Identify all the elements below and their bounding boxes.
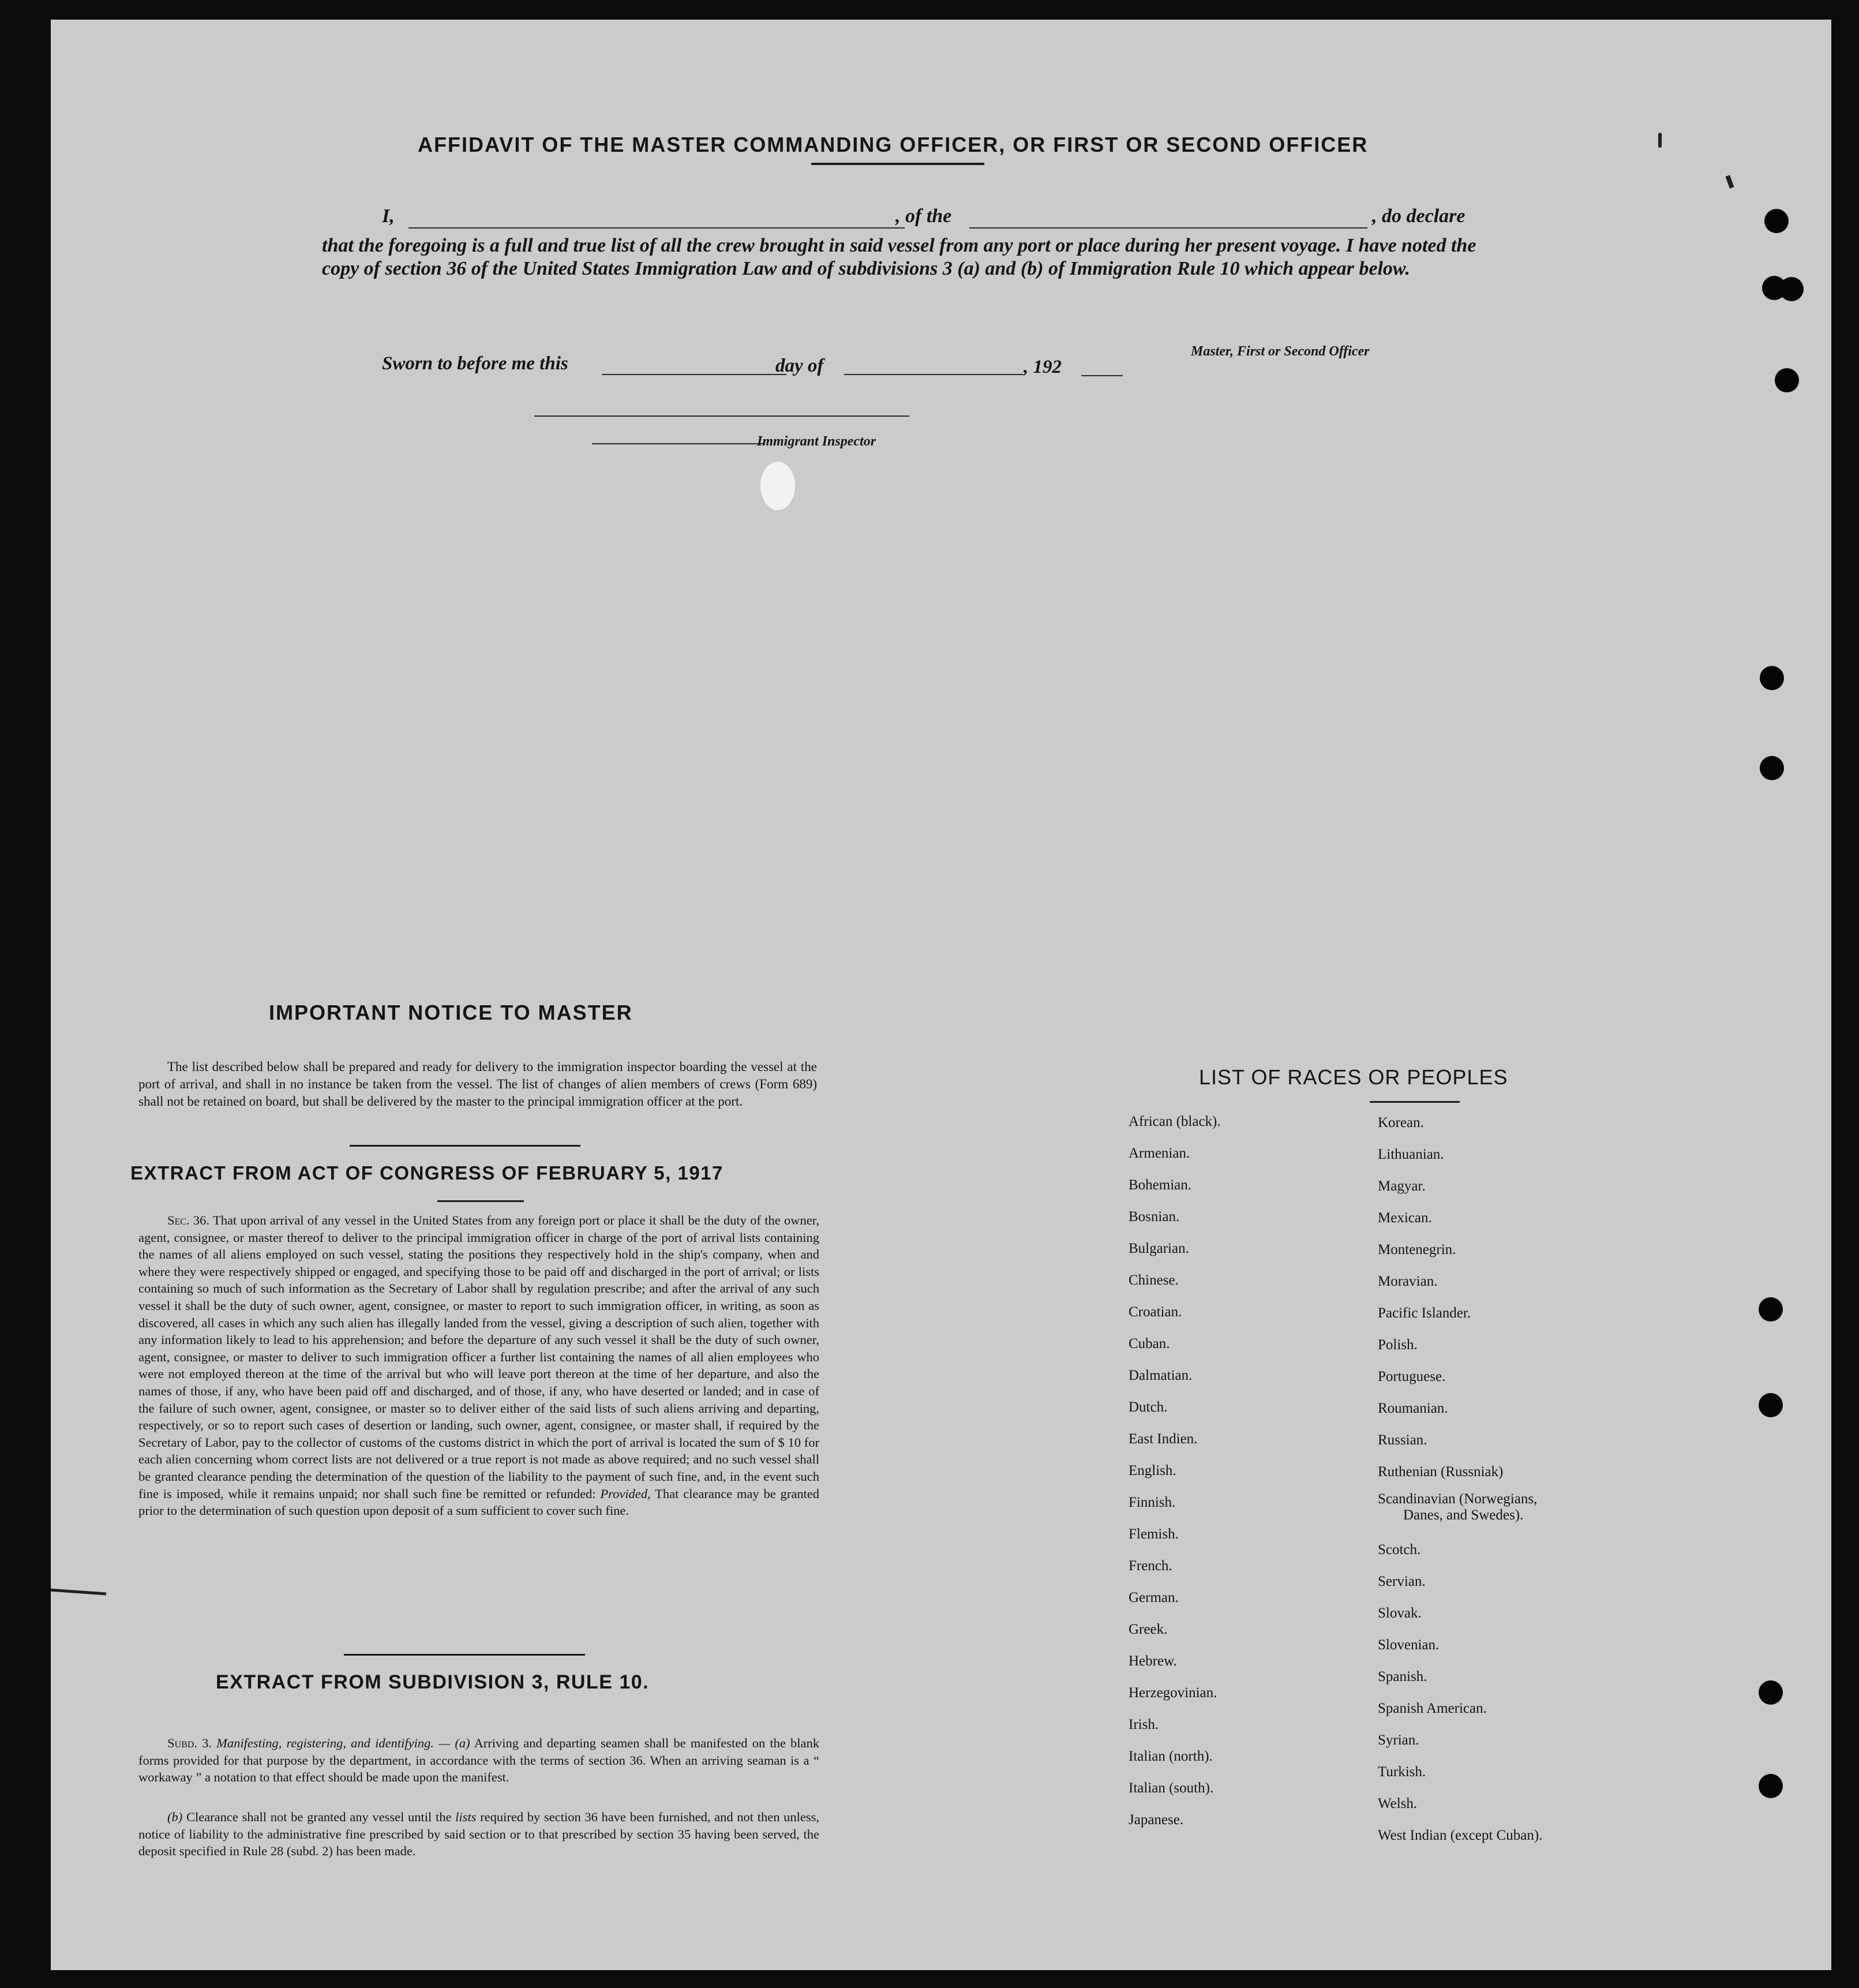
inspector-signature-line[interactable] bbox=[534, 415, 909, 417]
provided-label: Provided, bbox=[600, 1486, 651, 1501]
rule-para-b bbox=[138, 1809, 819, 1860]
race-item-scandinavian-continuation: Danes, and Swedes). bbox=[1403, 1507, 1524, 1523]
race-item bbox=[1378, 1488, 1542, 1534]
do-declare-label: , do declare bbox=[1372, 205, 1466, 227]
provided-text: That clearance may be granted prior to the determination of such question upon deposit of a sum sufficient to cover such fine. bbox=[138, 1486, 820, 1518]
race-item: Korean. bbox=[1378, 1115, 1424, 1130]
race-item: German. bbox=[1129, 1590, 1179, 1605]
ink-mark bbox=[1658, 133, 1662, 148]
vessel-name-field[interactable] bbox=[969, 227, 1367, 229]
act-text bbox=[138, 1212, 819, 1519]
races-heading-rule bbox=[1370, 1101, 1460, 1103]
subd-title: Manifesting, registering, and identifying. bbox=[216, 1736, 434, 1750]
race-item: Slovenian. bbox=[1378, 1637, 1440, 1653]
para-b-lists: lists bbox=[455, 1810, 477, 1824]
binder-hole bbox=[1759, 1774, 1783, 1798]
race-item: Mexican. bbox=[1378, 1210, 1432, 1226]
para-b-text-1: Clearance shall not be granted any vessel until the bbox=[186, 1810, 452, 1824]
race-item: Servian. bbox=[1378, 1574, 1426, 1589]
race-item: Bosnian. bbox=[1129, 1209, 1180, 1225]
race-item: Flemish. bbox=[1129, 1526, 1179, 1542]
declarant-name-field[interactable] bbox=[408, 227, 905, 229]
race-item: Turkish. bbox=[1378, 1764, 1426, 1780]
races-left-column bbox=[1129, 1106, 1221, 1836]
binder-hole bbox=[1760, 666, 1784, 690]
binder-hole bbox=[1759, 1297, 1783, 1321]
race-item: Scotch. bbox=[1378, 1542, 1421, 1558]
race-item: Irish. bbox=[1129, 1717, 1159, 1732]
race-item: Moravian. bbox=[1378, 1274, 1438, 1289]
races-right-column bbox=[1378, 1107, 1542, 1851]
sworn-month-field[interactable] bbox=[844, 374, 1023, 375]
race-item: English. bbox=[1129, 1463, 1176, 1478]
declarant-label: I, bbox=[382, 205, 395, 227]
rule-para-a bbox=[138, 1735, 819, 1786]
act-end-rule bbox=[344, 1654, 585, 1656]
sworn-label: Sworn to before me this bbox=[382, 353, 568, 374]
binder-hole bbox=[1759, 1680, 1783, 1705]
notice-rule bbox=[350, 1145, 580, 1147]
race-item: Dutch. bbox=[1129, 1399, 1168, 1415]
race-item: Bohemian. bbox=[1129, 1177, 1192, 1193]
race-item: Dalmatian. bbox=[1129, 1368, 1193, 1383]
affidavit-heading: AFFIDAVIT OF THE MASTER COMMANDING OFFICER, OR FIRST OR SECOND OFFICER bbox=[418, 133, 1369, 156]
para-b-label: (b) bbox=[167, 1810, 183, 1824]
torn-edge-mark bbox=[51, 1589, 106, 1596]
notice-text: The list described below shall be prepared and ready for delivery to the immigration inspector boarding the vessel at the port of arrival, and shall in no instance be taken from the vessel. The list of changes of alien members of crews (Form 689) shall not be retained on board, but shall be delivered by the master to the principal immigration officer at the port. bbox=[138, 1059, 817, 1109]
race-item: Italian (south). bbox=[1129, 1780, 1214, 1796]
race-item: West Indian (except Cuban). bbox=[1378, 1828, 1543, 1843]
race-item: Syrian. bbox=[1378, 1732, 1419, 1748]
race-item: African (black). bbox=[1129, 1114, 1221, 1129]
race-item: Welsh. bbox=[1378, 1796, 1418, 1811]
race-item-scandinavian: Scandinavian (Norwegians, bbox=[1378, 1491, 1538, 1507]
rule-heading: EXTRACT FROM SUBDIVISION 3, RULE 10. bbox=[216, 1671, 650, 1693]
race-item: Polish. bbox=[1378, 1337, 1418, 1353]
act-heading-rule bbox=[437, 1200, 524, 1202]
race-item: Russian. bbox=[1378, 1432, 1427, 1448]
ink-mark bbox=[1725, 175, 1734, 188]
act-body: That upon arrival of any vessel in the United States from any foreign port or place it shall be the duty of the owner, agent, consignee, or master thereof to deliver to the principal immigration officer in charge of the port of arrival lists containing the names of all aliens employed on such vessel, stating the positions they respectively hold in the ship's company, when and where they were respectively shipped or engaged, and specifying those to be paid off and discharged in the port of arrival; or lists containing so much of such information as the Secretary of Labor shall by regulation prescribe; and after the arrival of any such vessel it shall be the duty of such owner, agent, consignee, or master to report to such immigration officer, in writing, as soon as discovered, all cases in which any such alien has illegally landed from the vessel, giving a description of such alien, together with any information likely to lead to his apprehension; and before the departure of any such vessel it shall be the duty of such owner, agent, consignee, or master to deliver to such immigration officer a further list containing the names of all alien employees who were not employed thereon at the time of the arrival but who will leave port thereon at the time of her departure, and also the names of those, if any, who have been paid off and discharged, and of those, if any, who have deserted or landed; and in case of the failure of such owner, agent, consignee, or master so to deliver either of the said lists of such aliens arriving and departing, respectively, or so to report such cases of desertion or landing, such owner, agent, consignee, or master shall, if required by the Secretary of Labor, pay to the collector of customs of the customs district in which the port of arrival is located the sum of $ 10 for each alien concerning whom correct lists are not delivered or a true report is not made as above required; and no such vessel shall be granted clearance pending the determination of the question of the liability to the payment of such fine, and, in the event such fine is imposed, while it remains unpaid; nor shall such fine be remitted or refunded: bbox=[138, 1213, 819, 1501]
binder-hole bbox=[1775, 368, 1799, 392]
race-item: East Indien. bbox=[1129, 1431, 1198, 1447]
race-item: Roumanian. bbox=[1378, 1401, 1448, 1416]
act-heading: EXTRACT FROM ACT OF CONGRESS OF FEBRUARY 5, 1917 bbox=[130, 1162, 724, 1184]
race-item: Chinese. bbox=[1129, 1272, 1179, 1288]
race-item: Spanish. bbox=[1378, 1669, 1427, 1684]
notice-heading: IMPORTANT NOTICE TO MASTER bbox=[269, 1001, 633, 1024]
race-item: Croatian. bbox=[1129, 1304, 1182, 1320]
race-item: Japanese. bbox=[1129, 1812, 1184, 1828]
race-item: Greek. bbox=[1129, 1622, 1168, 1637]
race-item: Ruthenian (Russniak) bbox=[1378, 1464, 1504, 1480]
race-item: French. bbox=[1129, 1558, 1172, 1574]
race-item: Armenian. bbox=[1129, 1145, 1190, 1161]
race-item: Montenegrin. bbox=[1378, 1242, 1456, 1257]
race-item: Hebrew. bbox=[1129, 1653, 1177, 1669]
race-item: Pacific Islander. bbox=[1378, 1305, 1471, 1321]
sworn-year-field[interactable] bbox=[1081, 375, 1123, 376]
binder-hole bbox=[1759, 1393, 1783, 1417]
race-item: Cuban. bbox=[1129, 1336, 1170, 1351]
subd-label: Subd. 3. bbox=[167, 1736, 212, 1750]
para-a-label: — (a) bbox=[438, 1736, 470, 1750]
binder-hole bbox=[1760, 756, 1784, 780]
day-of-label: day of bbox=[775, 355, 824, 376]
of-the-label: , of the bbox=[895, 205, 952, 227]
master-signature-label: Master, First or Second Officer bbox=[1191, 344, 1370, 359]
race-item: Italian (north). bbox=[1129, 1749, 1213, 1764]
binder-hole bbox=[1764, 209, 1789, 233]
race-item: Bulgarian. bbox=[1129, 1241, 1189, 1256]
race-item: Portuguese. bbox=[1378, 1369, 1446, 1384]
year-label: , 192 bbox=[1024, 357, 1062, 377]
para-a-text: Arriving and departing seamen shall be manifested on the blank forms provided for that purpose by the department, in accordance with the terms of section 36. When an arriving seaman is a “ workaway ” a notation to that effect should be made upon the manifest. bbox=[138, 1736, 820, 1785]
sworn-day-field[interactable] bbox=[602, 374, 786, 375]
races-heading: LIST OF RACES OR PEOPLES bbox=[1199, 1065, 1508, 1089]
race-item: Magyar. bbox=[1378, 1178, 1426, 1194]
document-page bbox=[51, 20, 1831, 1970]
inspector-label: Immigrant Inspector bbox=[757, 434, 876, 449]
paper-hole-artifact bbox=[760, 462, 795, 510]
race-item: Slovak. bbox=[1378, 1605, 1422, 1621]
race-item: Lithuanian. bbox=[1378, 1147, 1444, 1162]
binder-hole bbox=[1779, 277, 1804, 301]
para-b-text-2: required by section 36 have been furnished, and not then unless, notice of liability to the administrative fine prescribed by said section or to that prescribed by section 35 having been served, the deposit specified in Rule 28 (subd. 2) has been made. bbox=[138, 1810, 820, 1859]
declaration-text: that the foregoing is a full and true list of all the crew brought in said vessel from any port or place during her present voyage. I have noted the copy of section 36 of the United States Immigration Law and of subdivisions 3 (a) and (b) of Immigration Rule 10 which appear below. bbox=[322, 235, 1476, 279]
race-item: Herzegovinian. bbox=[1129, 1685, 1217, 1701]
heading-rule bbox=[811, 163, 984, 165]
race-item: Finnish. bbox=[1129, 1495, 1176, 1510]
race-item: Spanish American. bbox=[1378, 1701, 1487, 1716]
inspector-prefix-line bbox=[592, 443, 765, 444]
section-label: Sec. 36. bbox=[167, 1213, 210, 1227]
